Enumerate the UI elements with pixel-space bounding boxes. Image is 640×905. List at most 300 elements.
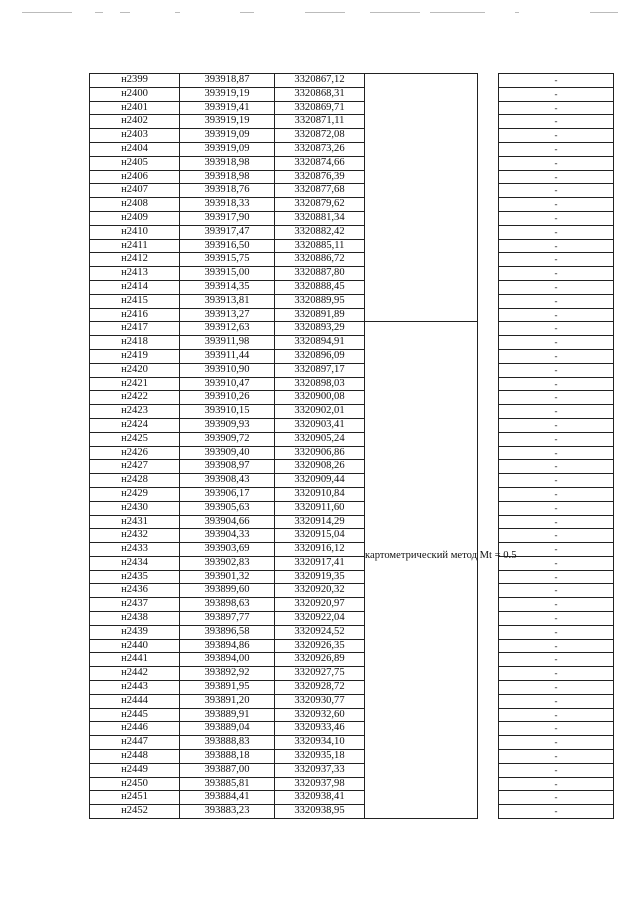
spacer-cell bbox=[478, 570, 499, 584]
point-id-cell: н2408 bbox=[90, 198, 180, 212]
y-coordinate-cell: 3320916,12 bbox=[275, 543, 365, 557]
spacer-cell bbox=[478, 170, 499, 184]
accuracy-cell: - bbox=[499, 487, 614, 501]
point-id-cell: н2446 bbox=[90, 722, 180, 736]
spacer-cell bbox=[478, 225, 499, 239]
point-id-cell: н2402 bbox=[90, 115, 180, 129]
table-row bbox=[90, 653, 614, 667]
point-id-cell: н2437 bbox=[90, 598, 180, 612]
point-id-cell: н2407 bbox=[90, 184, 180, 198]
table-row bbox=[90, 446, 614, 460]
x-coordinate-cell: 393919,19 bbox=[180, 87, 275, 101]
point-id-cell: н2439 bbox=[90, 625, 180, 639]
y-coordinate-cell: 3320920,32 bbox=[275, 584, 365, 598]
accuracy-cell: - bbox=[499, 253, 614, 267]
y-coordinate-cell: 3320868,31 bbox=[275, 87, 365, 101]
table-row bbox=[90, 87, 614, 101]
x-coordinate-cell: 393914,35 bbox=[180, 280, 275, 294]
table-row bbox=[90, 722, 614, 736]
spacer-cell bbox=[478, 336, 499, 350]
table-row bbox=[90, 556, 614, 570]
accuracy-cell: - bbox=[499, 294, 614, 308]
accuracy-cell: - bbox=[499, 405, 614, 419]
x-coordinate-cell: 393917,47 bbox=[180, 225, 275, 239]
y-coordinate-cell: 3320871,11 bbox=[275, 115, 365, 129]
x-coordinate-cell: 393918,33 bbox=[180, 198, 275, 212]
spacer-cell bbox=[478, 791, 499, 805]
accuracy-cell: - bbox=[499, 556, 614, 570]
y-coordinate-cell: 3320919,35 bbox=[275, 570, 365, 584]
point-id-cell: н2428 bbox=[90, 474, 180, 488]
x-coordinate-cell: 393904,33 bbox=[180, 529, 275, 543]
x-coordinate-cell: 393909,93 bbox=[180, 418, 275, 432]
spacer-cell bbox=[478, 487, 499, 501]
accuracy-cell: - bbox=[499, 391, 614, 405]
y-coordinate-cell: 3320927,75 bbox=[275, 667, 365, 681]
table-row bbox=[90, 570, 614, 584]
x-coordinate-cell: 393911,98 bbox=[180, 336, 275, 350]
table-row bbox=[90, 377, 614, 391]
y-coordinate-cell: 3320938,95 bbox=[275, 805, 365, 819]
point-id-cell: н2438 bbox=[90, 612, 180, 626]
accuracy-cell: - bbox=[499, 681, 614, 695]
accuracy-cell: - bbox=[499, 211, 614, 225]
point-id-cell: н2404 bbox=[90, 142, 180, 156]
x-coordinate-cell: 393885,81 bbox=[180, 777, 275, 791]
accuracy-cell: - bbox=[499, 142, 614, 156]
point-id-cell: н2401 bbox=[90, 101, 180, 115]
accuracy-cell: - bbox=[499, 474, 614, 488]
y-coordinate-cell: 3320882,42 bbox=[275, 225, 365, 239]
accuracy-cell: - bbox=[499, 446, 614, 460]
point-id-cell: н2421 bbox=[90, 377, 180, 391]
table-row bbox=[90, 129, 614, 143]
point-id-cell: н2445 bbox=[90, 708, 180, 722]
y-coordinate-cell: 3320887,80 bbox=[275, 267, 365, 281]
spacer-cell bbox=[478, 763, 499, 777]
x-coordinate-cell: 393884,41 bbox=[180, 791, 275, 805]
y-coordinate-cell: 3320879,62 bbox=[275, 198, 365, 212]
scan-header-marks bbox=[0, 0, 640, 20]
spacer-cell bbox=[478, 349, 499, 363]
x-coordinate-cell: 393908,97 bbox=[180, 460, 275, 474]
y-coordinate-cell: 3320893,29 bbox=[275, 322, 365, 336]
point-id-cell: н2441 bbox=[90, 653, 180, 667]
point-id-cell: н2424 bbox=[90, 418, 180, 432]
y-coordinate-cell: 3320905,24 bbox=[275, 432, 365, 446]
table-row bbox=[90, 432, 614, 446]
point-id-cell: н2415 bbox=[90, 294, 180, 308]
point-id-cell: н2433 bbox=[90, 543, 180, 557]
spacer-cell bbox=[478, 322, 499, 336]
spacer-cell bbox=[478, 515, 499, 529]
accuracy-cell: - bbox=[499, 722, 614, 736]
table-row bbox=[90, 736, 614, 750]
point-id-cell: н2419 bbox=[90, 349, 180, 363]
y-coordinate-cell: 3320924,52 bbox=[275, 625, 365, 639]
y-coordinate-cell: 3320926,89 bbox=[275, 653, 365, 667]
point-id-cell: н2436 bbox=[90, 584, 180, 598]
spacer-cell bbox=[478, 584, 499, 598]
y-coordinate-cell: 3320935,18 bbox=[275, 750, 365, 764]
table-row bbox=[90, 612, 614, 626]
x-coordinate-cell: 393919,09 bbox=[180, 142, 275, 156]
y-coordinate-cell: 3320934,10 bbox=[275, 736, 365, 750]
y-coordinate-cell: 3320926,35 bbox=[275, 639, 365, 653]
accuracy-cell: - bbox=[499, 777, 614, 791]
accuracy-cell: - bbox=[499, 239, 614, 253]
y-coordinate-cell: 3320908,26 bbox=[275, 460, 365, 474]
spacer-cell bbox=[478, 722, 499, 736]
point-id-cell: н2412 bbox=[90, 253, 180, 267]
table-row bbox=[90, 598, 614, 612]
point-id-cell: н2414 bbox=[90, 280, 180, 294]
spacer-cell bbox=[478, 694, 499, 708]
table-row bbox=[90, 405, 614, 419]
x-coordinate-cell: 393913,81 bbox=[180, 294, 275, 308]
x-coordinate-cell: 393903,69 bbox=[180, 543, 275, 557]
spacer-cell bbox=[478, 267, 499, 281]
point-id-cell: н2422 bbox=[90, 391, 180, 405]
spacer-cell bbox=[478, 294, 499, 308]
table-row bbox=[90, 763, 614, 777]
point-id-cell: н2431 bbox=[90, 515, 180, 529]
x-coordinate-cell: 393909,40 bbox=[180, 446, 275, 460]
spacer-cell bbox=[478, 129, 499, 143]
y-coordinate-cell: 3320938,41 bbox=[275, 791, 365, 805]
table-row bbox=[90, 170, 614, 184]
accuracy-cell: - bbox=[499, 584, 614, 598]
table-row bbox=[90, 529, 614, 543]
table-row bbox=[90, 184, 614, 198]
table-row bbox=[90, 750, 614, 764]
table-row bbox=[90, 694, 614, 708]
point-id-cell: н2426 bbox=[90, 446, 180, 460]
table-row bbox=[90, 156, 614, 170]
x-coordinate-cell: 393919,41 bbox=[180, 101, 275, 115]
point-id-cell: н2427 bbox=[90, 460, 180, 474]
point-id-cell: н2429 bbox=[90, 487, 180, 501]
table-row bbox=[90, 211, 614, 225]
spacer-cell bbox=[478, 101, 499, 115]
table-row bbox=[90, 418, 614, 432]
y-coordinate-cell: 3320874,66 bbox=[275, 156, 365, 170]
spacer-cell bbox=[478, 405, 499, 419]
x-coordinate-cell: 393888,83 bbox=[180, 736, 275, 750]
method-text: картометрический метод Mt = 0.5 bbox=[365, 550, 517, 562]
y-coordinate-cell: 3320917,41 bbox=[275, 556, 365, 570]
accuracy-cell: - bbox=[499, 225, 614, 239]
y-coordinate-cell: 3320896,09 bbox=[275, 349, 365, 363]
accuracy-cell: - bbox=[499, 349, 614, 363]
y-coordinate-cell: 3320894,91 bbox=[275, 336, 365, 350]
y-coordinate-cell: 3320877,68 bbox=[275, 184, 365, 198]
y-coordinate-cell: 3320920,97 bbox=[275, 598, 365, 612]
y-coordinate-cell: 3320902,01 bbox=[275, 405, 365, 419]
coordinates-table bbox=[89, 73, 614, 819]
y-coordinate-cell: 3320873,26 bbox=[275, 142, 365, 156]
accuracy-cell: - bbox=[499, 74, 614, 88]
x-coordinate-cell: 393918,98 bbox=[180, 170, 275, 184]
accuracy-cell: - bbox=[499, 87, 614, 101]
point-id-cell: н2449 bbox=[90, 763, 180, 777]
table-row bbox=[90, 791, 614, 805]
spacer-cell bbox=[478, 391, 499, 405]
point-id-cell: н2450 bbox=[90, 777, 180, 791]
point-id-cell: н2430 bbox=[90, 501, 180, 515]
table-row bbox=[90, 805, 614, 819]
accuracy-cell: - bbox=[499, 432, 614, 446]
accuracy-cell: - bbox=[499, 308, 614, 322]
table-row bbox=[90, 474, 614, 488]
point-id-cell: н2420 bbox=[90, 363, 180, 377]
accuracy-cell: - bbox=[499, 115, 614, 129]
point-id-cell: н2452 bbox=[90, 805, 180, 819]
x-coordinate-cell: 393899,60 bbox=[180, 584, 275, 598]
spacer-cell bbox=[478, 777, 499, 791]
accuracy-cell: - bbox=[499, 460, 614, 474]
y-coordinate-cell: 3320937,98 bbox=[275, 777, 365, 791]
accuracy-cell: - bbox=[499, 363, 614, 377]
x-coordinate-cell: 393910,90 bbox=[180, 363, 275, 377]
table-row bbox=[90, 543, 614, 557]
spacer-cell bbox=[478, 805, 499, 819]
accuracy-cell: - bbox=[499, 653, 614, 667]
y-coordinate-cell: 3320909,44 bbox=[275, 474, 365, 488]
table-row bbox=[90, 142, 614, 156]
accuracy-cell: - bbox=[499, 667, 614, 681]
accuracy-cell: - bbox=[499, 501, 614, 515]
accuracy-cell: - bbox=[499, 736, 614, 750]
accuracy-cell: - bbox=[499, 694, 614, 708]
y-coordinate-cell: 3320911,60 bbox=[275, 501, 365, 515]
table-row bbox=[90, 487, 614, 501]
table-row bbox=[90, 74, 614, 88]
spacer-cell bbox=[478, 612, 499, 626]
x-coordinate-cell: 393883,23 bbox=[180, 805, 275, 819]
y-coordinate-cell: 3320897,17 bbox=[275, 363, 365, 377]
point-id-cell: н2443 bbox=[90, 681, 180, 695]
accuracy-cell: - bbox=[499, 598, 614, 612]
spacer-cell bbox=[478, 308, 499, 322]
spacer-cell bbox=[478, 460, 499, 474]
x-coordinate-cell: 393905,63 bbox=[180, 501, 275, 515]
y-coordinate-cell: 3320888,45 bbox=[275, 280, 365, 294]
table-row bbox=[90, 253, 614, 267]
spacer-cell bbox=[478, 115, 499, 129]
table-row bbox=[90, 115, 614, 129]
table-row bbox=[90, 308, 614, 322]
x-coordinate-cell: 393906,17 bbox=[180, 487, 275, 501]
x-coordinate-cell: 393919,19 bbox=[180, 115, 275, 129]
point-id-cell: н2418 bbox=[90, 336, 180, 350]
x-coordinate-cell: 393913,27 bbox=[180, 308, 275, 322]
spacer-cell bbox=[478, 653, 499, 667]
x-coordinate-cell: 393902,83 bbox=[180, 556, 275, 570]
accuracy-cell: - bbox=[499, 184, 614, 198]
y-coordinate-cell: 3320937,33 bbox=[275, 763, 365, 777]
accuracy-cell: - bbox=[499, 639, 614, 653]
spacer-cell bbox=[478, 253, 499, 267]
spacer-cell bbox=[478, 736, 499, 750]
point-id-cell: н2405 bbox=[90, 156, 180, 170]
spacer-cell bbox=[478, 280, 499, 294]
x-coordinate-cell: 393910,15 bbox=[180, 405, 275, 419]
y-coordinate-cell: 3320885,11 bbox=[275, 239, 365, 253]
x-coordinate-cell: 393919,09 bbox=[180, 129, 275, 143]
point-id-cell: н2411 bbox=[90, 239, 180, 253]
y-coordinate-cell: 3320915,04 bbox=[275, 529, 365, 543]
spacer-cell bbox=[478, 418, 499, 432]
spacer-cell bbox=[478, 377, 499, 391]
y-coordinate-cell: 3320930,77 bbox=[275, 694, 365, 708]
table-row bbox=[90, 322, 614, 336]
accuracy-cell: - bbox=[499, 708, 614, 722]
accuracy-cell: - bbox=[499, 750, 614, 764]
accuracy-cell: - bbox=[499, 377, 614, 391]
y-coordinate-cell: 3320872,08 bbox=[275, 129, 365, 143]
spacer-cell bbox=[478, 639, 499, 653]
x-coordinate-cell: 393892,92 bbox=[180, 667, 275, 681]
y-coordinate-cell: 3320910,84 bbox=[275, 487, 365, 501]
table-row bbox=[90, 625, 614, 639]
accuracy-cell: - bbox=[499, 543, 614, 557]
y-coordinate-cell: 3320867,12 bbox=[275, 74, 365, 88]
spacer-cell bbox=[478, 474, 499, 488]
y-coordinate-cell: 3320876,39 bbox=[275, 170, 365, 184]
point-id-cell: н2434 bbox=[90, 556, 180, 570]
accuracy-cell: - bbox=[499, 805, 614, 819]
x-coordinate-cell: 393909,72 bbox=[180, 432, 275, 446]
accuracy-cell: - bbox=[499, 267, 614, 281]
x-coordinate-cell: 393915,75 bbox=[180, 253, 275, 267]
table-row bbox=[90, 349, 614, 363]
x-coordinate-cell: 393911,44 bbox=[180, 349, 275, 363]
spacer-cell bbox=[478, 667, 499, 681]
x-coordinate-cell: 393887,00 bbox=[180, 763, 275, 777]
accuracy-cell: - bbox=[499, 418, 614, 432]
accuracy-cell: - bbox=[499, 625, 614, 639]
point-id-cell: н2425 bbox=[90, 432, 180, 446]
accuracy-cell: - bbox=[499, 101, 614, 115]
table-row bbox=[90, 681, 614, 695]
spacer-cell bbox=[478, 446, 499, 460]
spacer-cell bbox=[478, 142, 499, 156]
x-coordinate-cell: 393901,32 bbox=[180, 570, 275, 584]
point-id-cell: н2451 bbox=[90, 791, 180, 805]
accuracy-cell: - bbox=[499, 322, 614, 336]
x-coordinate-cell: 393894,86 bbox=[180, 639, 275, 653]
x-coordinate-cell: 393918,98 bbox=[180, 156, 275, 170]
accuracy-cell: - bbox=[499, 515, 614, 529]
spacer-cell bbox=[478, 625, 499, 639]
x-coordinate-cell: 393891,20 bbox=[180, 694, 275, 708]
spacer-cell bbox=[478, 681, 499, 695]
table-row bbox=[90, 584, 614, 598]
point-id-cell: н2409 bbox=[90, 211, 180, 225]
coordinates-table-body bbox=[90, 74, 614, 819]
y-coordinate-cell: 3320903,41 bbox=[275, 418, 365, 432]
table-row bbox=[90, 391, 614, 405]
x-coordinate-cell: 393916,50 bbox=[180, 239, 275, 253]
y-coordinate-cell: 3320932,60 bbox=[275, 708, 365, 722]
spacer-cell bbox=[478, 501, 499, 515]
accuracy-cell: - bbox=[499, 156, 614, 170]
x-coordinate-cell: 393910,47 bbox=[180, 377, 275, 391]
y-coordinate-cell: 3320869,71 bbox=[275, 101, 365, 115]
x-coordinate-cell: 393889,91 bbox=[180, 708, 275, 722]
accuracy-cell: - bbox=[499, 763, 614, 777]
point-id-cell: н2447 bbox=[90, 736, 180, 750]
point-id-cell: н2416 bbox=[90, 308, 180, 322]
table-row bbox=[90, 639, 614, 653]
table-row bbox=[90, 101, 614, 115]
point-id-cell: н2442 bbox=[90, 667, 180, 681]
y-coordinate-cell: 3320889,95 bbox=[275, 294, 365, 308]
spacer-cell bbox=[478, 708, 499, 722]
y-coordinate-cell: 3320886,72 bbox=[275, 253, 365, 267]
spacer-cell bbox=[478, 363, 499, 377]
x-coordinate-cell: 393891,95 bbox=[180, 681, 275, 695]
accuracy-cell: - bbox=[499, 336, 614, 350]
spacer-cell bbox=[478, 432, 499, 446]
point-id-cell: н2400 bbox=[90, 87, 180, 101]
x-coordinate-cell: 393908,43 bbox=[180, 474, 275, 488]
table-row bbox=[90, 294, 614, 308]
x-coordinate-cell: 393889,04 bbox=[180, 722, 275, 736]
spacer-cell bbox=[478, 184, 499, 198]
accuracy-cell: - bbox=[499, 612, 614, 626]
table-row bbox=[90, 363, 614, 377]
point-id-cell: н2444 bbox=[90, 694, 180, 708]
table-row bbox=[90, 501, 614, 515]
table-row bbox=[90, 198, 614, 212]
accuracy-cell: - bbox=[499, 280, 614, 294]
method-cell bbox=[365, 322, 517, 819]
x-coordinate-cell: 393888,18 bbox=[180, 750, 275, 764]
accuracy-cell: - bbox=[499, 198, 614, 212]
point-id-cell: н2406 bbox=[90, 170, 180, 184]
table-row bbox=[90, 460, 614, 474]
method-cell bbox=[365, 74, 478, 322]
point-id-cell: н2435 bbox=[90, 570, 180, 584]
accuracy-cell: - bbox=[499, 791, 614, 805]
spacer-cell bbox=[478, 239, 499, 253]
point-id-cell: н2410 bbox=[90, 225, 180, 239]
x-coordinate-cell: 393897,77 bbox=[180, 612, 275, 626]
x-coordinate-cell: 393896,58 bbox=[180, 625, 275, 639]
table-row bbox=[90, 336, 614, 350]
spacer-cell bbox=[478, 87, 499, 101]
x-coordinate-cell: 393915,00 bbox=[180, 267, 275, 281]
x-coordinate-cell: 393910,26 bbox=[180, 391, 275, 405]
point-id-cell: н2403 bbox=[90, 129, 180, 143]
table-row bbox=[90, 777, 614, 791]
point-id-cell: н2413 bbox=[90, 267, 180, 281]
table-row bbox=[90, 280, 614, 294]
x-coordinate-cell: 393904,66 bbox=[180, 515, 275, 529]
y-coordinate-cell: 3320914,29 bbox=[275, 515, 365, 529]
y-coordinate-cell: 3320922,04 bbox=[275, 612, 365, 626]
table-row bbox=[90, 667, 614, 681]
point-id-cell: н2440 bbox=[90, 639, 180, 653]
spacer-cell bbox=[478, 750, 499, 764]
accuracy-cell: - bbox=[499, 570, 614, 584]
y-coordinate-cell: 3320933,46 bbox=[275, 722, 365, 736]
y-coordinate-cell: 3320928,72 bbox=[275, 681, 365, 695]
y-coordinate-cell: 3320906,86 bbox=[275, 446, 365, 460]
x-coordinate-cell: 393918,76 bbox=[180, 184, 275, 198]
